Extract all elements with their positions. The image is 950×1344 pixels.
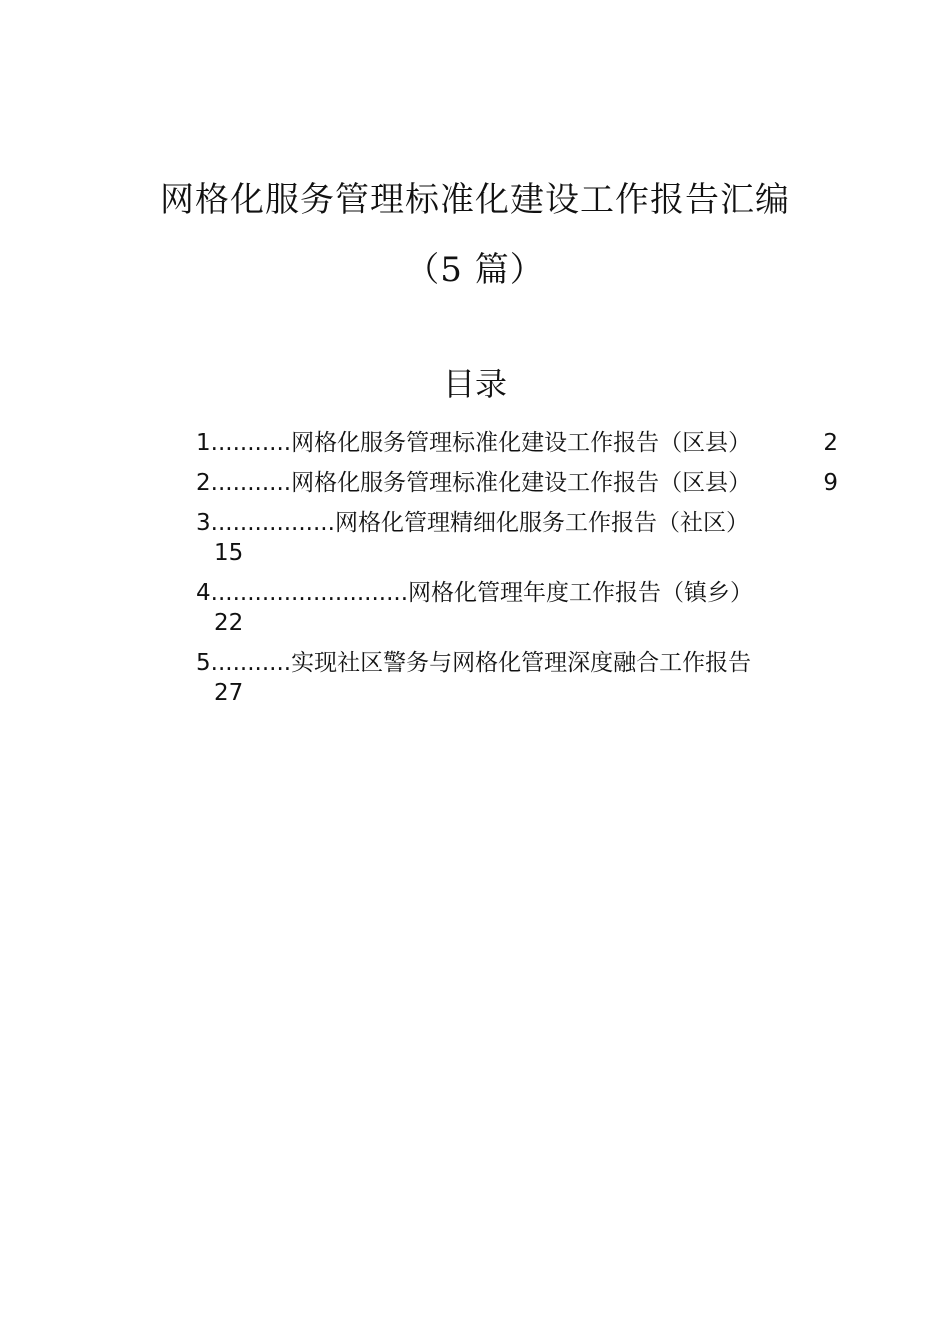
toc-entry-title: 网格化管理精细化服务工作报告（社区）: [334, 510, 749, 536]
toc-entry-page: 15: [214, 540, 244, 566]
toc-entry-leader: .................: [210, 510, 335, 536]
toc-entry-line: [196, 468, 846, 498]
toc-entry-leader: ...........................: [210, 580, 409, 606]
toc-entry-title: 网格化管理年度工作报告（镇乡）: [408, 580, 754, 606]
toc-entry[interactable]: [196, 468, 846, 498]
toc-entry-page: 27: [214, 680, 244, 706]
toc-entry[interactable]: [196, 428, 846, 458]
toc-entry-title: 实现社区警务与网格化管理深度融合工作报告: [291, 650, 752, 676]
toc-entry-page: 9: [823, 470, 838, 496]
toc-entry-leader: ...........: [210, 430, 292, 456]
toc-entry[interactable]: [196, 648, 846, 708]
toc-entry-line: [196, 648, 846, 678]
toc-heading: 目录: [442, 365, 507, 403]
toc-entry-number: 3: [196, 510, 211, 536]
toc-entry-number: 4: [196, 580, 211, 606]
toc-entry-leader: ...........: [210, 470, 292, 496]
toc-entry-page: 22: [214, 610, 244, 636]
toc-entry-page: 2: [823, 430, 838, 456]
toc-entry-line: [196, 428, 846, 458]
toc-entry-title: 网格化服务管理标准化建设工作报告（区县）: [291, 430, 752, 456]
table-of-contents: [196, 428, 846, 718]
document-subtitle: （5 篇）: [405, 250, 545, 290]
toc-entry-line: [196, 508, 846, 538]
toc-entry-number: 5: [196, 650, 211, 676]
toc-entry[interactable]: [196, 578, 846, 638]
toc-entry-leader: ...........: [210, 650, 292, 676]
toc-entry-number: 2: [196, 470, 211, 496]
toc-entry-number: 1: [196, 430, 211, 456]
toc-entry-title: 网格化服务管理标准化建设工作报告（区县）: [291, 470, 752, 496]
document-title: 网格化服务管理标准化建设工作报告汇编: [160, 180, 790, 220]
toc-entry[interactable]: [196, 508, 846, 568]
toc-entry-line: [196, 578, 846, 608]
